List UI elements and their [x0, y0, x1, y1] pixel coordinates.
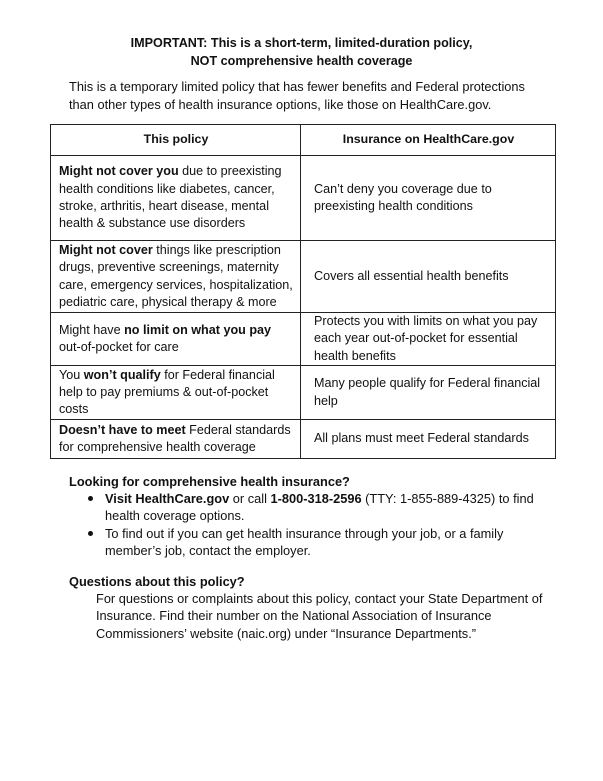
policy-cell: Might not cover things like prescription drugs, preventive screenings, maternity care, emergency services, hospitalization, pediatric care, physical therapy & more: [51, 241, 301, 313]
intro-paragraph: This is a temporary limited policy that has fewer benefits and Federal protections than other types of health insurance options, like those on HealthCare.gov.: [69, 79, 525, 112]
healthcare-cell: Covers all essential health benefits: [300, 241, 555, 313]
healthcare-cell: Can’t deny you coverage due to preexisting health conditions: [300, 156, 555, 241]
healthcare-cell: All plans must meet Federal standards: [300, 420, 555, 459]
table-row: [51, 420, 556, 459]
policy-emphasis: Doesn’t have to meet: [59, 422, 186, 437]
title-line-2: NOT comprehensive health coverage: [190, 54, 413, 68]
comprehensive-insurance-list: [87, 490, 547, 559]
comparison-table: [50, 124, 556, 459]
healthcare-cell: Many people qualify for Federal financial help: [300, 366, 555, 420]
policy-cell: Might not cover you due to preexisting health conditions like diabetes, cancer, stroke, arthritis, heart disease, mental health & substance use disorders: [51, 156, 301, 241]
bullet-icon: [88, 531, 93, 536]
policy-cell: You won’t qualify for Federal financial help to pay premiums & out-of-pocket costs: [51, 366, 301, 420]
table-header-row: [51, 125, 556, 156]
policy-emphasis: Might not cover you: [59, 164, 179, 179]
questions-paragraph: For questions or complaints about this policy, contact your State Department of Insurance. Find their number on the National Association of Insurance Commissioners’ website (naic.org) under “Insurance Departments.”: [96, 591, 543, 641]
list-item: To find out if you can get health insurance through your job, or a family member’s job, contact the employer.: [87, 525, 547, 560]
table-row: [51, 313, 556, 366]
list-item: Visit HealthCare.gov or call 1-800-318-2596 (TTY: 1-855-889-4325) to find health coverage options.: [87, 490, 547, 525]
policy-emphasis: no limit on what you pay: [124, 322, 272, 337]
policy-cell: Might have no limit on what you pay out-of-pocket for care: [51, 313, 301, 366]
table-row: [51, 366, 556, 420]
policy-cell: Doesn’t have to meet Federal standards for comprehensive health coverage: [51, 420, 301, 459]
policy-emphasis: Might not cover: [59, 242, 153, 257]
table-row: [51, 241, 556, 313]
healthcare-gov-link[interactable]: Visit HealthCare.gov: [105, 491, 230, 506]
healthcare-cell: Protects you with limits on what you pay each year out-of-pocket for essential health benefits: [300, 313, 555, 366]
table-row: [51, 156, 556, 241]
phone-number: 1-800-318-2596: [270, 491, 362, 506]
header-this-policy: This policy: [51, 125, 301, 156]
policy-emphasis: won’t qualify: [83, 367, 161, 382]
comprehensive-insurance-heading: Looking for comprehensive health insurance?: [69, 474, 350, 489]
title-line-1: IMPORTANT: This is a short-term, limited-duration policy,: [130, 36, 473, 50]
page-title: [0, 34, 603, 70]
questions-heading: Questions about this policy?: [69, 574, 245, 589]
bullet-icon: [88, 496, 93, 501]
header-healthcare-gov: Insurance on HealthCare.gov: [300, 125, 555, 156]
